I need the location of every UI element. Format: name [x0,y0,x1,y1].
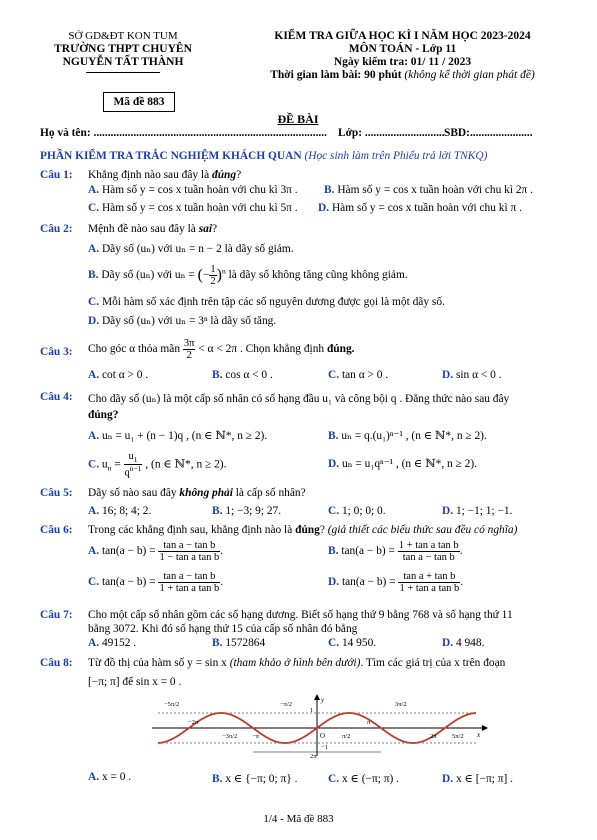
q5-option-b [212,505,281,517]
label-origin: O [320,732,326,740]
label-minus-one: −1 [321,744,328,751]
q8-option-c [328,771,399,785]
q2-option-b: B. Dãy số (uₙ) với uₙ = (− $\frac{1}{2}$ )$^n$ là dãy số không tăng cũng không giảm. [88,264,408,288]
option-letter: D. [442,773,454,785]
q6-c-num: tan a − tan b [158,571,220,583]
q3-stem-emph: đúng. [326,343,355,356]
q2-option-a [88,241,294,255]
q5-b-text: 1; −3; 9; 27. [225,505,282,517]
label-3pi2: 3π/2 [395,701,407,708]
q3-number: Câu 3: [40,346,73,358]
q3-fraction: $\frac{3\pi}{2}$ [183,338,195,362]
duration-note: (không kể thời gian phát đề) [404,69,535,81]
q5-stem-end: là cấp số nhân? [232,487,306,499]
q5-option-a [88,505,151,517]
q2-option-d [88,313,276,327]
option-letter: C. [328,369,340,381]
q1-b-text: Hàm số y = cos x tuần hoàn với chu kì 2π . [337,184,533,196]
q8-number: Câu 8: [40,657,73,669]
option-letter: A. [88,243,100,255]
label-one: 1 [310,707,314,714]
q6-stem-note: (giả thiết các biểu thức sau đều có nghĩa) [327,524,518,536]
q3-stem-post: < α < 2π . Chọn khẳng định [195,343,327,356]
q3-a-text: cot α > 0 . [101,369,149,381]
option-letter: A. [88,545,100,558]
option-letter: A. [88,430,100,442]
option-letter: D. [328,576,340,589]
q4-a-text: uₙ = u₁ + (n − 1)q , (n ∈ ℕ*, n ≥ 2). [101,430,268,442]
q2-stem-emph: sai [198,223,213,235]
q2-d-text: Dãy số (uₙ) với uₙ = 3ⁿ là dãy số tăng. [101,315,277,327]
option-letter: C. [328,505,340,517]
q3-stem [88,338,355,361]
q2-b-post: là dãy số không tăng cũng không giảm. [228,269,408,282]
option-letter: B. [212,369,223,381]
q7-option-a [88,637,136,649]
q2-stem-text: Mệnh đề nào sau đây là [88,223,199,235]
q6-b-num: 1 + tan a tan b [398,540,459,551]
student-class-field: Lớp: ............................ [338,127,445,139]
q6-option-a: A. tan(a − b) = $\frac{\text{tan a − tan b}}{\text{1 − tan a tan b}}$ . [88,540,224,564]
q8-stem-line1 [88,657,505,669]
q8-option-b [212,771,297,785]
q6-a-num: tan a − tan b [158,540,220,552]
q6-b-den: tan a − tan b [402,552,455,564]
q5-a-text: 16; 8; 4; 2. [101,505,152,517]
q6-d-den: 1 + tan a tan b [399,583,460,595]
option-letter: B. [328,545,339,558]
q8-option-a [88,771,131,783]
q6-a-den: 1 − tan a tan b [159,552,220,564]
option-letter: C. [88,576,100,589]
q1-stem [88,169,241,181]
exam-title: KIỂM TRA GIỮA HỌC KÌ I NĂM HỌC 2023-2024 [274,30,531,42]
page-footer: 1/4 - Mã đề 883 [263,813,334,825]
q7-stem-line1: Cho một cấp số nhân gồm các số hạng dương. Biết số hạng thứ 9 bằng 768 và số hạng thứ 11 [88,609,513,621]
q7-option-c [328,637,376,649]
q4-option-d [328,456,477,470]
q2-b-fraction: $\frac{1}{2}$ [210,264,216,288]
q3-stem-pre: Cho góc α thỏa mãn [88,343,183,356]
q7-option-d [442,637,484,649]
q3-d-text: sin α < 0 . [455,369,502,381]
option-letter: A. [88,505,100,517]
q7-number: Câu 7: [40,609,73,621]
q4-stem-line2: đúng? [88,409,119,421]
label-mpi: −π [252,733,259,740]
q5-number: Câu 5: [40,487,73,499]
q2-option-c [88,296,445,308]
exam-subject: MÔN TOÁN - Lớp 11 [348,43,457,55]
q2-number: Câu 2: [40,223,73,235]
student-id-field: SBD:...................... [444,127,533,139]
q6-stem-text: Trong các khẳng định sau, khẳng định nào là [88,524,296,536]
q8-stem-line2: [−π; π] để sin x = 0 . [88,676,182,688]
q6-number: Câu 6: [40,524,73,536]
q4-option-a [88,428,267,442]
q6-option-c: C. tan(a − b) = $\frac{\text{tan a − tan b}}{\text{1 + tan a tan b}}$ . [88,571,224,595]
q4-c-fraction: $\frac{u_1}{q^{n-1}}$ [124,451,142,479]
q7-stem-line2: bằng 3072. Khi đó số hạng thứ 15 của cấp số nhân đó bằng [88,623,358,635]
q6-a-fraction [158,540,220,563]
section-title: PHẦN KIỂM TRA TRẮC NGHIỆM KHÁCH QUAN [40,150,302,162]
label-pi2: π/2 [342,733,351,740]
option-letter: C. [88,202,100,214]
q2-a-text: Dãy số (uₙ) với uₙ = n − 2 là dãy số giảm. [101,243,294,255]
duration-label: Thời gian làm bài: 90 phút [270,69,402,81]
q4-c-post: , (n ∈ ℕ*, n ≥ 2). [142,458,227,471]
option-letter: B. [212,637,223,649]
label-period: 2π [310,753,317,758]
q8-d-text: x ∈ [−π; π] . [455,773,513,785]
x-axis-arrow [482,725,488,731]
q3-option-b [212,369,273,381]
q8-stem-post: . Tìm các giá trị của x trên đoạn [360,657,506,669]
q5-stem-text: Dãy số nào sau đây [88,487,180,499]
school-name-line1: TRƯỜNG THPT CHUYÊN [54,43,192,55]
option-letter: C. [328,773,340,785]
student-name-field: Họ và tên: .................................................................................. [40,127,327,139]
q3-option-d [442,369,502,381]
label-x: x [477,731,481,739]
q8-c-text: x ∈ (−π; π) . [341,773,399,785]
q1-number: Câu 1: [40,169,73,181]
option-letter: D. [88,315,100,327]
option-letter: D. [442,505,454,517]
q3-b-text: cos α < 0 . [225,369,273,381]
school-name-line2: NGUYỄN TẤT THÀNH [62,56,184,68]
q4-d-text: uₙ = u₁qⁿ⁻¹ , (n ∈ ℕ*, n ≥ 2). [341,458,477,470]
label-m2pi: −2π [188,719,199,726]
q1-c-text: Hàm số y = cos x tuần hoàn với chu kì 5π . [101,202,298,214]
q3-c-text: tan α > 0 . [341,369,389,381]
q6-lhs: tan(a − b) = [101,576,159,589]
option-letter: A. [88,369,100,381]
label-m3pi2: −3π/2 [222,733,238,740]
q1-option-b [324,184,533,196]
q6-c-den: 1 + tan a tan b [159,583,220,595]
label-m5pi2: −5π/2 [164,701,180,708]
q4-option-c: C. $u_n$ = $\frac{u_1}{q^{n-1}}$ , (n ∈ ℕ*, n ≥ 2). [88,451,227,479]
q6-c-fraction [158,571,220,594]
exam-code-box: Mã đề 883 [103,92,175,112]
option-letter: A. [88,771,100,783]
q5-c-text: 1; 0; 0; 0. [341,505,386,517]
option-letter: D. [442,637,454,649]
label-2pi: 2π [430,733,437,740]
q6-option-b: B. tan(a − b) = $\frac{\text{1 + tan a tan b}}{\text{tan a − tan b}}$ . [328,540,463,564]
option-letter: C. [88,458,100,471]
option-letter: C. [328,637,340,649]
section-heading [40,150,487,162]
q3-option-c [328,369,388,381]
sine-graph [150,694,490,758]
q7-b-text: 1572864 [225,637,266,649]
q5-stem-emph: không phải [179,487,233,499]
option-letter: B. [212,505,223,517]
label-y: y [321,696,325,704]
q5-d-text: 1; −1; 1; −1. [455,505,513,517]
q5-stem [88,487,306,499]
q6-stem-emph: đúng [295,524,320,536]
de-bai-heading: ĐỀ BÀI [277,112,319,126]
q4-option-b [328,428,487,442]
label-5pi2: 5π/2 [452,733,464,740]
q3-option-a [88,369,148,381]
option-letter: D. [328,458,340,470]
option-letter: B. [212,773,223,785]
q6-option-d: D. tan(a − b) = $\frac{\text{tan a + tan b}}{\text{1 + tan a tan b}}$ . [328,571,464,595]
q6-lhs: tan(a − b) = [101,545,159,558]
q1-d-text: Hàm số y = cos x tuần hoàn với chu kì π . [331,202,522,214]
q7-d-text: 4 948. [455,637,485,649]
q1-stem-emph: đúng [212,169,237,181]
label-pi: π [367,719,371,726]
q8-b-text: x ∈ {−π; 0; π} . [225,773,298,785]
q6-stem [88,524,517,536]
q5-option-c [328,505,386,517]
q1-option-c [88,202,298,214]
section-note: (Học sinh làm trên Phiếu trả lời TNKQ) [304,150,488,162]
q7-option-b [212,637,265,649]
q2-b-pre: Dãy số (uₙ) với uₙ = [101,269,198,282]
option-letter: B. [324,184,335,196]
y-axis-arrow [314,694,320,700]
option-letter: B. [88,269,99,282]
q6-d-num: tan a + tan b [398,571,460,583]
option-letter: A. [88,637,100,649]
q6-b-fraction [398,540,460,563]
exam-date: Ngày kiểm tra: 01/ 11 / 2023 [333,56,472,68]
label-mpi2: −π/2 [280,701,293,708]
q4-stem-line1: Cho dãy số (uₙ) là một cấp số nhân có số hạng đầu u₁ và công bội q . Đẳng thức nào sau đây [88,393,510,405]
q1-option-d [318,202,522,214]
q1-stem-end: ? [236,169,242,181]
q6-lhs: tan(a − b) = [341,545,398,558]
option-letter: C. [88,296,100,308]
q6-lhs: tan(a − b) = [341,576,399,589]
q8-stem-pre: Từ đồ thị của hàm số y = sin x [88,657,230,669]
q1-a-text: Hàm số y = cos x tuần hoàn với chu kì 3π . [101,184,298,196]
q6-d-fraction [398,571,460,594]
q7-a-text: 49152 . [101,637,137,649]
q2-c-text: Mỗi hàm số xác định trên tập các số nguyên dương được gọi là một dãy số. [101,296,445,308]
option-letter: D. [442,369,454,381]
q1-option-a [88,184,298,196]
q8-stem-note: (tham khảo ở hình bên dưới) [229,657,361,669]
q5-option-d [442,505,512,517]
option-letter: B. [328,430,339,442]
q1-stem-text: Khẳng định nào sau đây là [88,169,213,181]
q6-stem-end: ? [319,524,328,536]
option-letter: D. [318,202,330,214]
header-underline [86,72,160,73]
q2-stem-end: ? [212,223,218,235]
option-letter: A. [88,184,100,196]
q8-option-d [442,771,513,785]
q4-number: Câu 4: [40,391,73,403]
department-name: SỞ GD&ĐT KON TUM [68,30,178,42]
q8-a-text: x = 0 . [101,771,132,783]
exam-duration [235,69,570,81]
q7-c-text: 14 950. [341,637,377,649]
q4-b-text: uₙ = q.(u₁)ⁿ⁻¹ , (n ∈ ℕ*, n ≥ 2). [341,430,487,442]
q2-stem [88,223,217,235]
